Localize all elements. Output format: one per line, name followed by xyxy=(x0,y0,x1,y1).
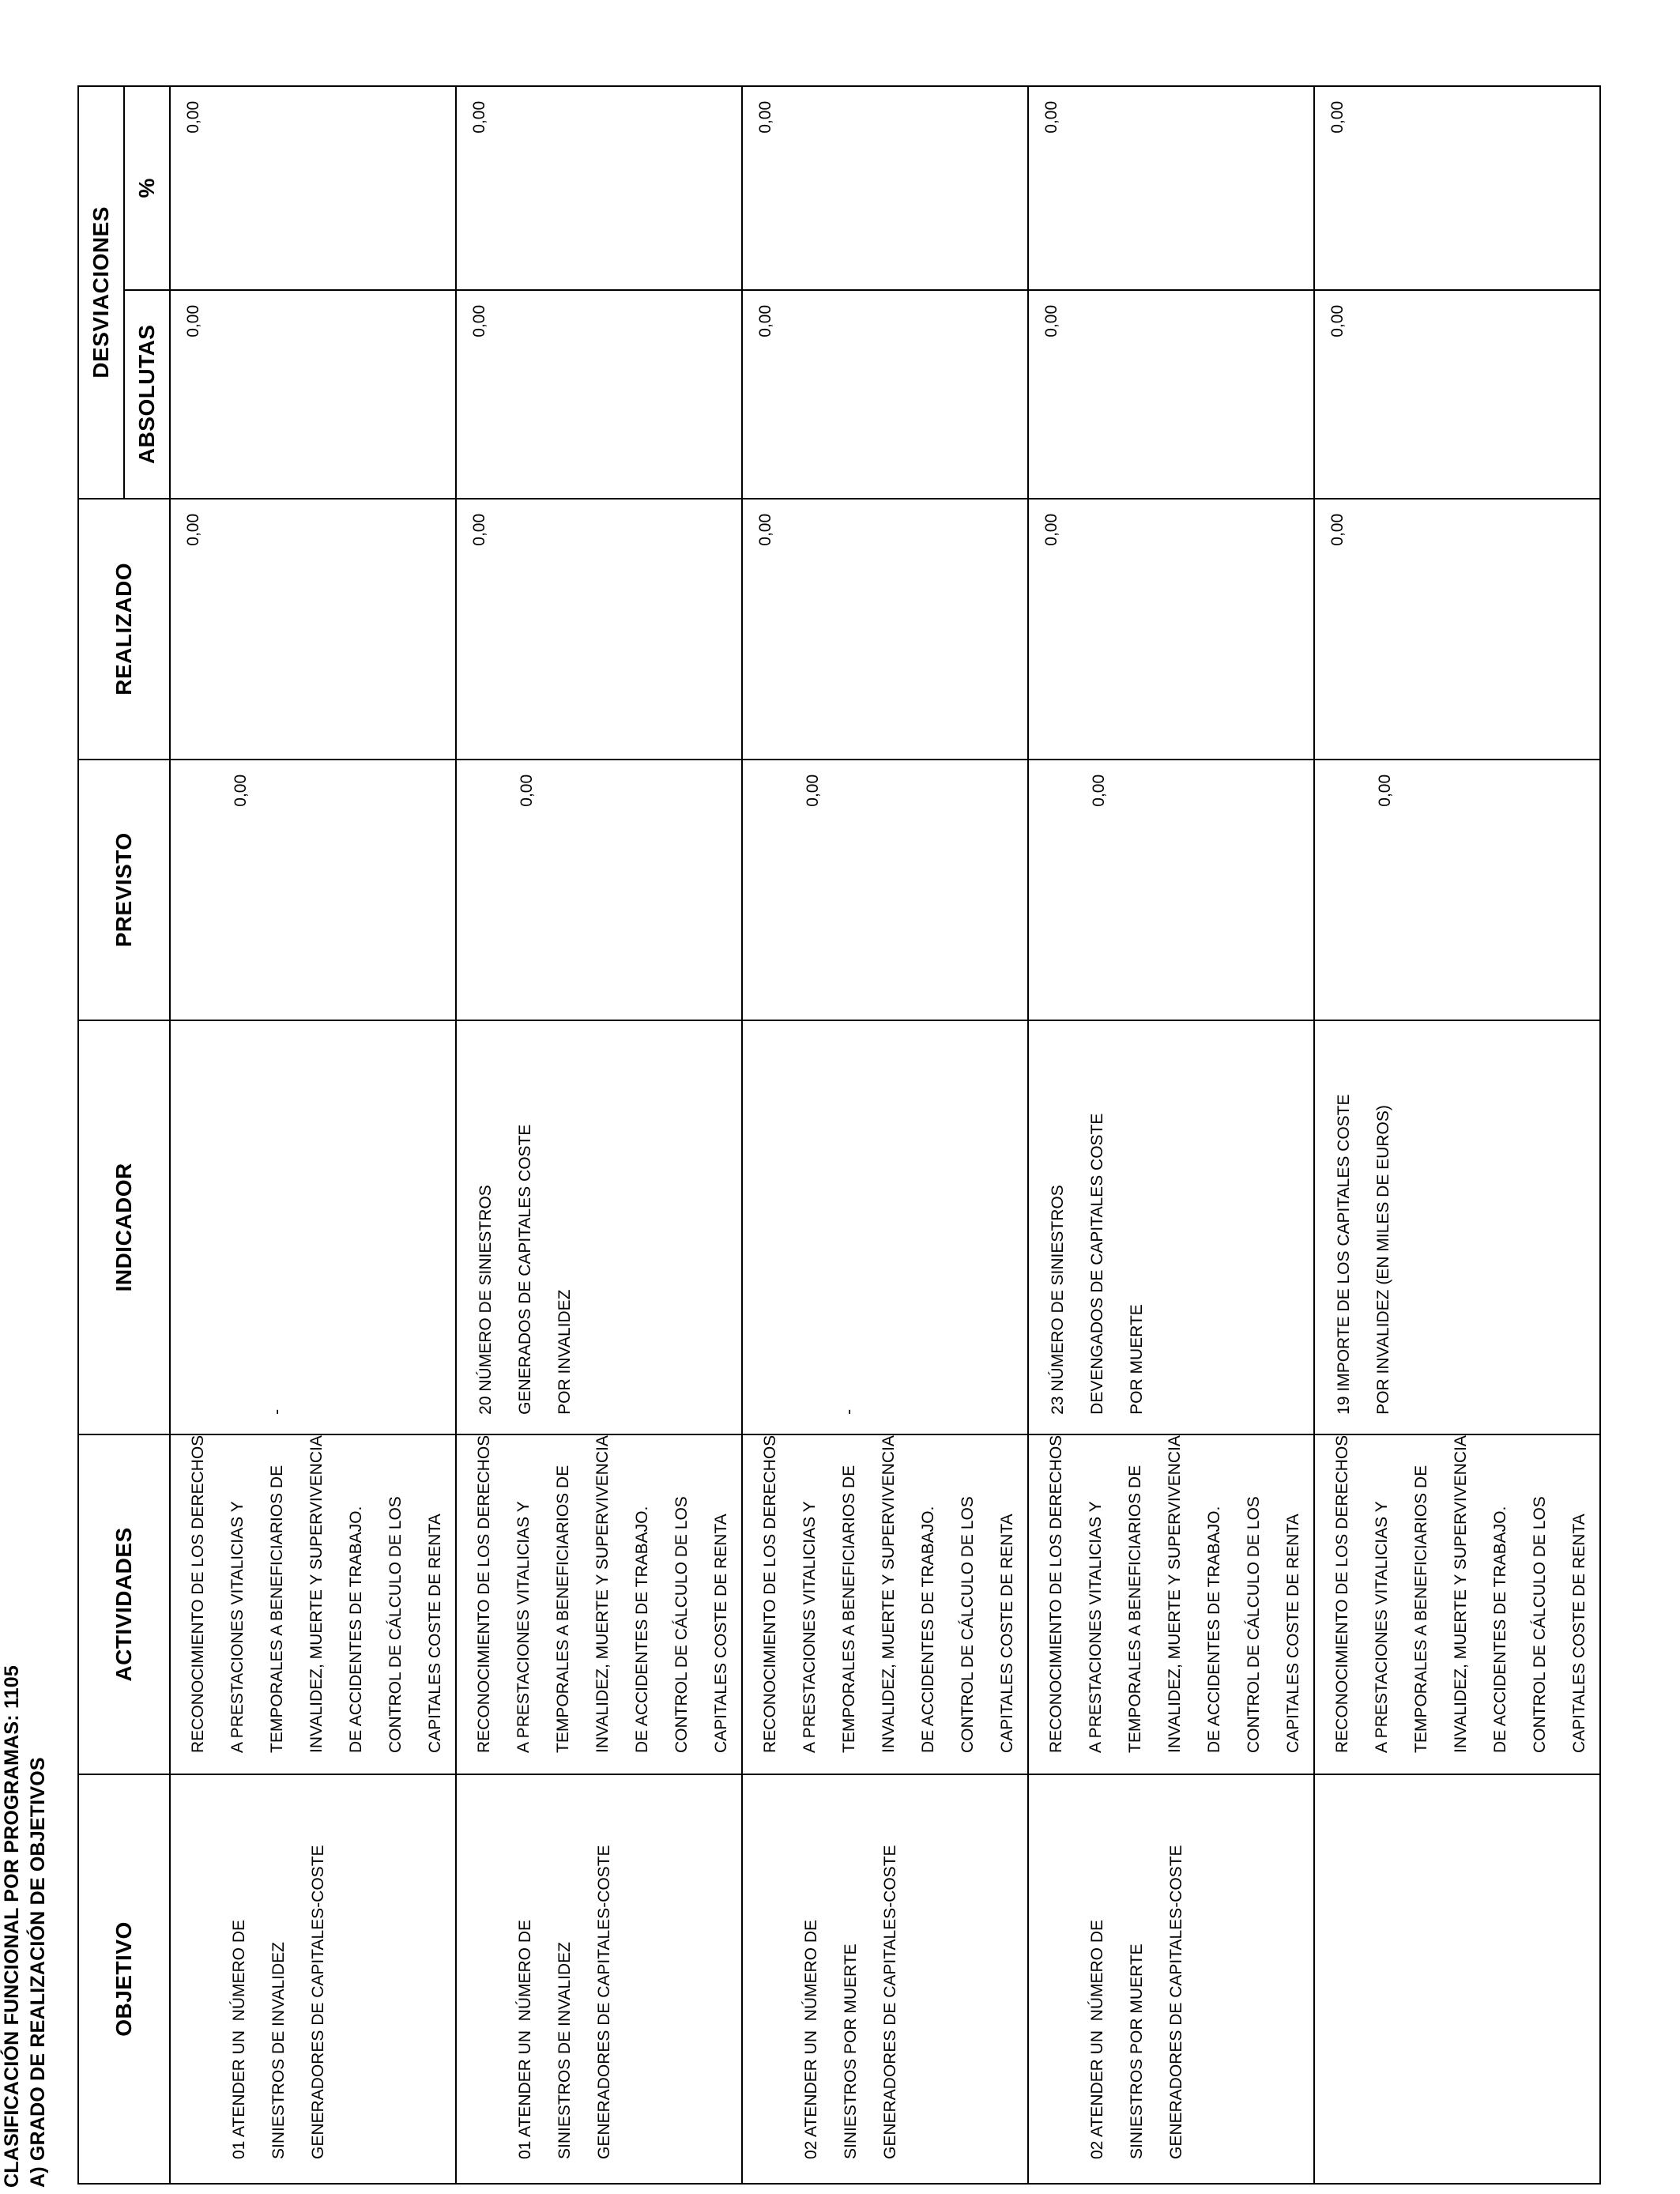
porcentaje-cell xyxy=(456,86,742,290)
realizado-value: 0,00 xyxy=(184,513,202,546)
header-desviaciones: DESVIACIONES xyxy=(78,86,124,499)
absolutas-cell xyxy=(1314,290,1600,499)
table-row xyxy=(1314,86,1600,2184)
table-row xyxy=(170,86,456,2184)
objetivo-cell xyxy=(1028,1774,1314,2184)
indicador-cell xyxy=(1314,1020,1600,1434)
actividades-text: RECONOCIMIENTO DE LOS DERECHOS A PRESTACIONES VITALICIAS Y TEMPORALES A BENEFICIARIOS DE INVALIDEZ, MUERTE Y SUPERVIVENCIA DE ACCIDENTES DE TRABAJO. CONTROL DE CÁLCULO DE LOS CAPITALES COSTE DE RENTA xyxy=(475,1434,730,1753)
actividades-text: RECONOCIMIENTO DE LOS DERECHOS A PRESTACIONES VITALICIAS Y TEMPORALES A BENEFICIARIOS DE INVALIDEZ, MUERTE Y SUPERVIVENCIA DE ACCIDENTES DE TRABAJO. CONTROL DE CÁLCULO DE LOS CAPITALES COSTE DE RENTA xyxy=(761,1434,1016,1753)
indicador-text: 19 IMPORTE DE LOS CAPITALES COSTE POR INVALIDEZ (EN MILES DE EUROS) xyxy=(1335,1094,1392,1415)
table-row xyxy=(742,86,1028,2184)
absolutas-value: 0,00 xyxy=(184,304,202,337)
previsto-cell xyxy=(1314,760,1600,1020)
actividades-cell xyxy=(456,1434,742,1774)
objetivo-text: 02 ATENDER UN NÚMERO DE SINIESTROS POR MUERTE GENERADORES DE CAPITALES-COSTE xyxy=(802,1845,899,2159)
objetivo-cell xyxy=(742,1774,1028,2184)
table-row xyxy=(456,86,742,2184)
objetivo-cell xyxy=(170,1774,456,2184)
absolutas-value: 0,00 xyxy=(756,304,774,337)
realizado-value: 0,00 xyxy=(470,513,488,546)
absolutas-cell xyxy=(170,290,456,499)
porcentaje-value: 0,00 xyxy=(756,100,774,134)
page-title: CLASIFICACIÓN FUNCIONAL POR PROGRAMAS: 1105 xyxy=(1,1665,23,2188)
indicador-text: 23 NÚMERO DE SINIESTROS DEVENGADOS DE CAPITALES COSTE POR MUERTE xyxy=(1049,1113,1146,1415)
objetivo-cell xyxy=(456,1774,742,2184)
header-porcentaje: % xyxy=(124,86,170,290)
realizado-cell xyxy=(170,499,456,760)
absolutas-value: 0,00 xyxy=(470,304,488,337)
realizado-value: 0,00 xyxy=(756,513,774,546)
header-actividades: ACTIVIDADES xyxy=(78,1434,170,1774)
header-absolutas: ABSOLUTAS xyxy=(124,290,170,499)
realizado-value: 0,00 xyxy=(1042,513,1060,546)
realizado-value: 0,00 xyxy=(1328,513,1347,546)
porcentaje-value: 0,00 xyxy=(184,100,202,134)
actividades-text: RECONOCIMIENTO DE LOS DERECHOS A PRESTACIONES VITALICIAS Y TEMPORALES A BENEFICIARIOS DE INVALIDEZ, MUERTE Y SUPERVIVENCIA DE ACCIDENTES DE TRABAJO. CONTROL DE CÁLCULO DE LOS CAPITALES COSTE DE RENTA xyxy=(1333,1434,1588,1753)
actividades-cell xyxy=(1314,1434,1600,1774)
actividades-cell xyxy=(170,1434,456,1774)
absolutas-cell xyxy=(1028,290,1314,499)
porcentaje-cell xyxy=(170,86,456,290)
previsto-cell xyxy=(742,760,1028,1020)
indicador-text: 20 NÚMERO DE SINIESTROS GENERADOS DE CAPITALES COSTE POR INVALIDEZ xyxy=(477,1124,574,1415)
indicador-text: - xyxy=(840,1408,858,1415)
previsto-cell xyxy=(1028,760,1314,1020)
porcentaje-cell xyxy=(742,86,1028,290)
porcentaje-value: 0,00 xyxy=(1042,100,1060,134)
indicador-cell xyxy=(170,1020,456,1434)
page-subtitle: A) GRADO DE REALIZACIÓN DE OBJETIVOS xyxy=(27,1757,49,2188)
objetivo-text: 02 ATENDER UN NÚMERO DE SINIESTROS POR MUERTE GENERADORES DE CAPITALES-COSTE xyxy=(1088,1845,1185,2159)
porcentaje-cell xyxy=(1314,86,1600,290)
objetivo-text: 01 ATENDER UN NÚMERO DE SINIESTROS DE INVALIDEZ GENERADORES DE CAPITALES-COSTE xyxy=(230,1845,327,2159)
porcentaje-value: 0,00 xyxy=(470,100,488,134)
actividades-text: RECONOCIMIENTO DE LOS DERECHOS A PRESTACIONES VITALICIAS Y TEMPORALES A BENEFICIARIOS DE INVALIDEZ, MUERTE Y SUPERVIVENCIA DE ACCIDENTES DE TRABAJO. CONTROL DE CÁLCULO DE LOS CAPITALES COSTE DE RENTA xyxy=(189,1434,444,1753)
header-realizado: REALIZADO xyxy=(78,499,170,760)
objetivo-cell xyxy=(1314,1774,1600,2184)
absolutas-value: 0,00 xyxy=(1328,304,1347,337)
realizado-cell xyxy=(1314,499,1600,760)
header-previsto: PREVISTO xyxy=(78,760,170,1020)
actividades-text: RECONOCIMIENTO DE LOS DERECHOS A PRESTACIONES VITALICIAS Y TEMPORALES A BENEFICIARIOS DE INVALIDEZ, MUERTE Y SUPERVIVENCIA DE ACCIDENTES DE TRABAJO. CONTROL DE CÁLCULO DE LOS CAPITALES COSTE DE RENTA xyxy=(1047,1434,1302,1753)
header-objetivo: OBJETIVO xyxy=(78,1774,170,2184)
previsto-value: 0,00 xyxy=(1376,774,1394,807)
objetivo-text: 01 ATENDER UN NÚMERO DE SINIESTROS DE INVALIDEZ GENERADORES DE CAPITALES-COSTE xyxy=(516,1845,613,2159)
indicador-cell xyxy=(742,1020,1028,1434)
previsto-value: 0,00 xyxy=(804,774,822,807)
indicador-text: - xyxy=(268,1408,286,1415)
indicador-cell xyxy=(1028,1020,1314,1434)
realizado-cell xyxy=(456,499,742,760)
objetivo-text xyxy=(1315,1775,1364,2183)
porcentaje-value: 0,00 xyxy=(1328,100,1347,134)
actividades-cell xyxy=(742,1434,1028,1774)
absolutas-cell xyxy=(742,290,1028,499)
table-row xyxy=(1028,86,1314,2184)
absolutas-cell xyxy=(456,290,742,499)
actividades-cell xyxy=(1028,1434,1314,1774)
realizado-cell xyxy=(742,499,1028,760)
objectives-table xyxy=(77,85,1601,2185)
previsto-value: 0,00 xyxy=(232,774,250,807)
previsto-value: 0,00 xyxy=(1090,774,1108,807)
previsto-cell xyxy=(456,760,742,1020)
porcentaje-cell xyxy=(1028,86,1314,290)
absolutas-value: 0,00 xyxy=(1042,304,1060,337)
realizado-cell xyxy=(1028,499,1314,760)
previsto-cell xyxy=(170,760,456,1020)
previsto-value: 0,00 xyxy=(518,774,536,807)
indicador-cell xyxy=(456,1020,742,1434)
header-indicador: INDICADOR xyxy=(78,1020,170,1434)
